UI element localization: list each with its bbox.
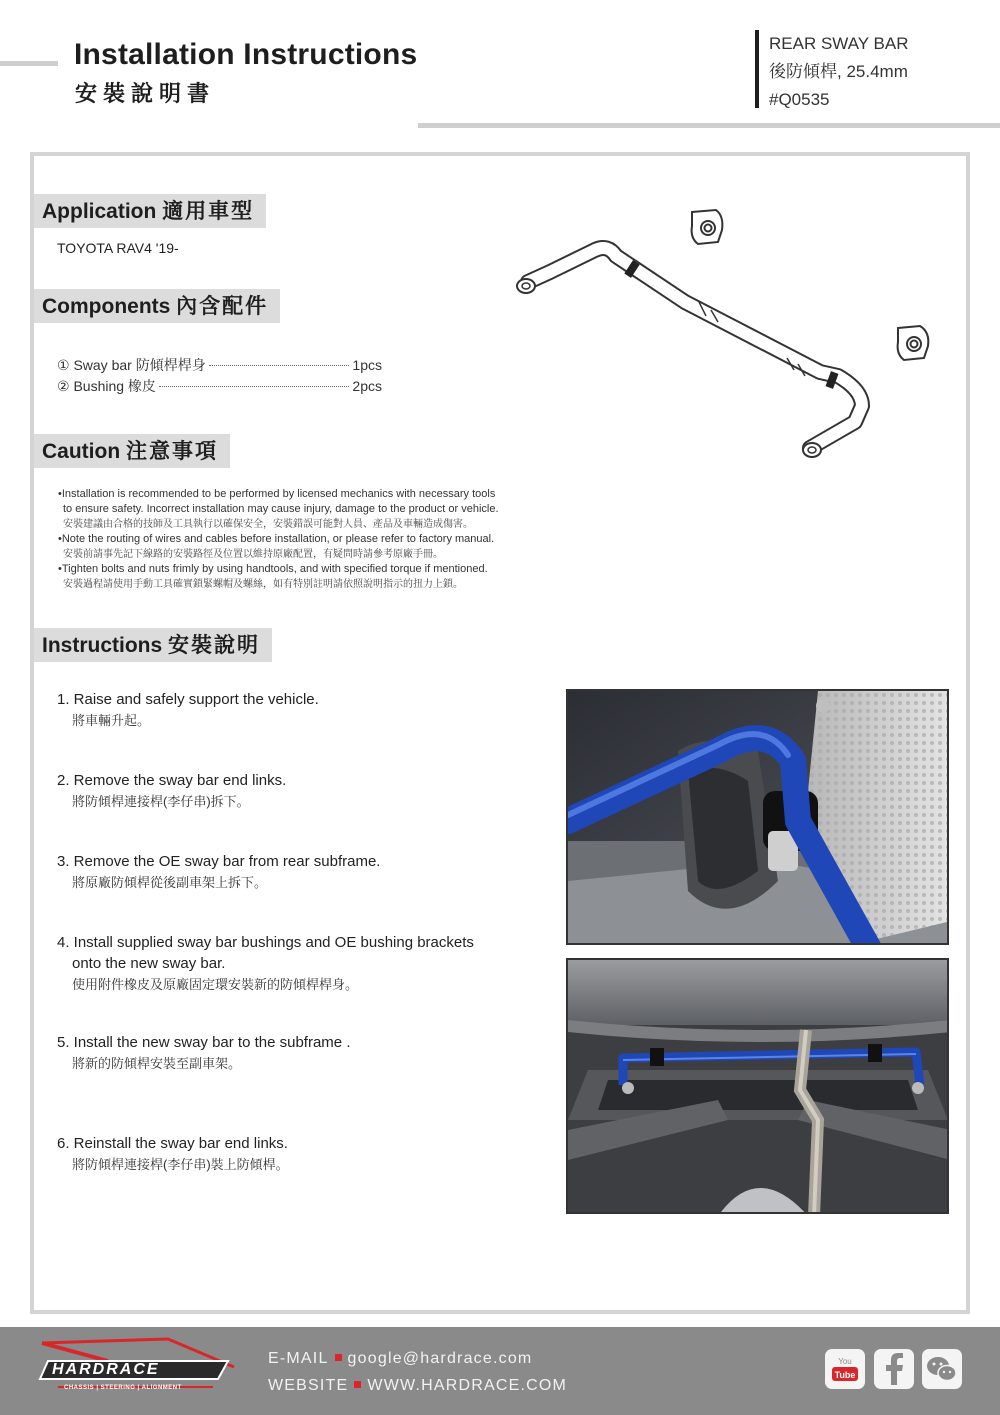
youtube-icon[interactable] — [825, 1349, 865, 1389]
caution-line: •Tighten bolts and nuts frimly by using handtools, and with specified torque if mentioned. — [58, 563, 488, 575]
list-item — [57, 376, 382, 397]
step-text: 1. Raise and safely support the vehicle. — [57, 691, 319, 708]
step-text: 4. Install supplied sway bar bushings and OE bushing brackets — [57, 934, 474, 951]
product-info — [769, 30, 909, 114]
instruction-step-5 — [57, 1032, 537, 1074]
application-heading — [34, 194, 266, 228]
website-label: WEBSITE — [268, 1377, 349, 1394]
step-text-zh: 將新的防傾桿安裝至副車架。 — [72, 1056, 242, 1071]
components-heading — [34, 289, 280, 323]
wechat-icon[interactable] — [922, 1349, 962, 1389]
page-title: Installation Instructions — [74, 38, 418, 71]
caution-heading-en: Caution — [42, 440, 121, 463]
svg-text:You: You — [838, 1357, 852, 1366]
email-label: E-MAIL — [268, 1350, 329, 1367]
step-text: 2. Remove the sway bar end links. — [57, 772, 287, 789]
product-name-zh: 後防傾桿, 25.4mm — [769, 62, 908, 81]
caution-line-zh: 安裝建議由合格的技師及工具執行以確保安全，安裝錯誤可能對人員、產品及車輛造成傷害。 — [63, 519, 473, 530]
page-subtitle-zh: 安裝說明書 — [75, 81, 216, 107]
component-qty: 2pcs — [352, 378, 382, 394]
bullet-icon — [335, 1354, 342, 1361]
instructions-heading — [34, 628, 272, 662]
logo-text: HARDRACE — [52, 1361, 160, 1378]
instruction-step-6 — [57, 1133, 537, 1175]
step-text: 5. Install the new sway bar to the subframe . — [57, 1034, 351, 1051]
components-heading-zh: 內含配件 — [176, 293, 269, 318]
email-link[interactable]: google@hardrace.com — [347, 1350, 533, 1367]
caution-line-zh: 安裝過程請使用手動工具確實鎖緊螺帽及螺絲，如有特別註明請依照說明指示的扭力上鎖。 — [63, 579, 463, 590]
facebook-icon[interactable] — [874, 1349, 914, 1389]
header-divider — [755, 30, 759, 108]
leader-dots — [159, 386, 349, 387]
product-name: REAR SWAY BAR — [769, 34, 909, 53]
component-label: ② Bushing 橡皮 — [57, 378, 156, 394]
leader-dots — [209, 365, 350, 366]
step-text: 3. Remove the OE sway bar from rear subframe. — [57, 853, 381, 870]
email-line — [268, 1345, 567, 1372]
install-photo-closeup — [566, 689, 949, 945]
part-number: #Q0535 — [769, 90, 830, 109]
step-text-zh: 將車輛升起。 — [72, 713, 151, 728]
step-text-zh: 將防傾桿連接桿(李仔串)拆下。 — [72, 794, 250, 809]
instructions-heading-en: Instructions — [42, 634, 163, 657]
instructions-heading-zh: 安裝說明 — [168, 632, 261, 657]
step-text: onto the new sway bar. — [72, 955, 226, 972]
caution-line-zh: 安裝前請事先記下線路的安裝路徑及位置以維持原廠配置，有疑問時請參考原廠手冊。 — [63, 549, 443, 560]
bullet-icon — [354, 1381, 361, 1388]
caution-line: •Installation is recommended to be performed by licensed mechanics with necessary tools — [58, 488, 496, 500]
header-left-rule — [0, 61, 58, 66]
sway-bar-diagram — [510, 200, 950, 480]
application-vehicle: TOYOTA RAV4 '19- — [57, 240, 179, 256]
website-link[interactable]: WWW.HARDRACE.COM — [367, 1377, 568, 1394]
svg-text:Tube: Tube — [834, 1370, 856, 1380]
header-right-rule — [418, 123, 1000, 128]
list-item — [57, 355, 382, 376]
contact-info — [268, 1345, 567, 1399]
bushing-icon — [692, 210, 723, 244]
step-text: 6. Reinstall the sway bar end links. — [57, 1135, 288, 1152]
caution-heading — [34, 434, 230, 468]
caution-text — [58, 487, 558, 592]
page-footer — [0, 1327, 1000, 1415]
application-heading-zh: 適用車型 — [162, 198, 255, 223]
caution-heading-zh: 注意事項 — [126, 438, 218, 463]
step-text-zh: 將防傾桿連接桿(李仔串)裝上防傾桿。 — [72, 1157, 289, 1172]
application-heading-en: Application — [42, 200, 157, 223]
website-line — [268, 1372, 567, 1399]
components-heading-en: Components — [42, 295, 171, 318]
component-label: ① Sway bar 防傾桿桿身 — [57, 357, 206, 373]
install-photo-underside — [566, 958, 949, 1214]
step-text-zh: 使用附件橡皮及原廠固定環安裝新的防傾桿桿身。 — [72, 977, 359, 992]
instruction-step-1 — [57, 689, 537, 731]
caution-line: •Note the routing of wires and cables before installation, or please refer to factory manual. — [58, 533, 495, 545]
instruction-step-4 — [57, 932, 537, 995]
caution-line: to ensure safety. Incorrect installation may cause injury, damage to the product or vehicle. — [63, 503, 499, 515]
components-list — [57, 355, 382, 397]
component-qty: 1pcs — [352, 357, 382, 373]
instruction-step-2 — [57, 770, 537, 812]
instruction-step-3 — [57, 851, 537, 893]
bushing-icon — [898, 326, 929, 360]
logo-tagline: CHASSIS | STEERING | ALIGNMENT — [64, 1385, 182, 1391]
step-text-zh: 將原廠防傾桿從後副車架上拆下。 — [72, 875, 268, 890]
